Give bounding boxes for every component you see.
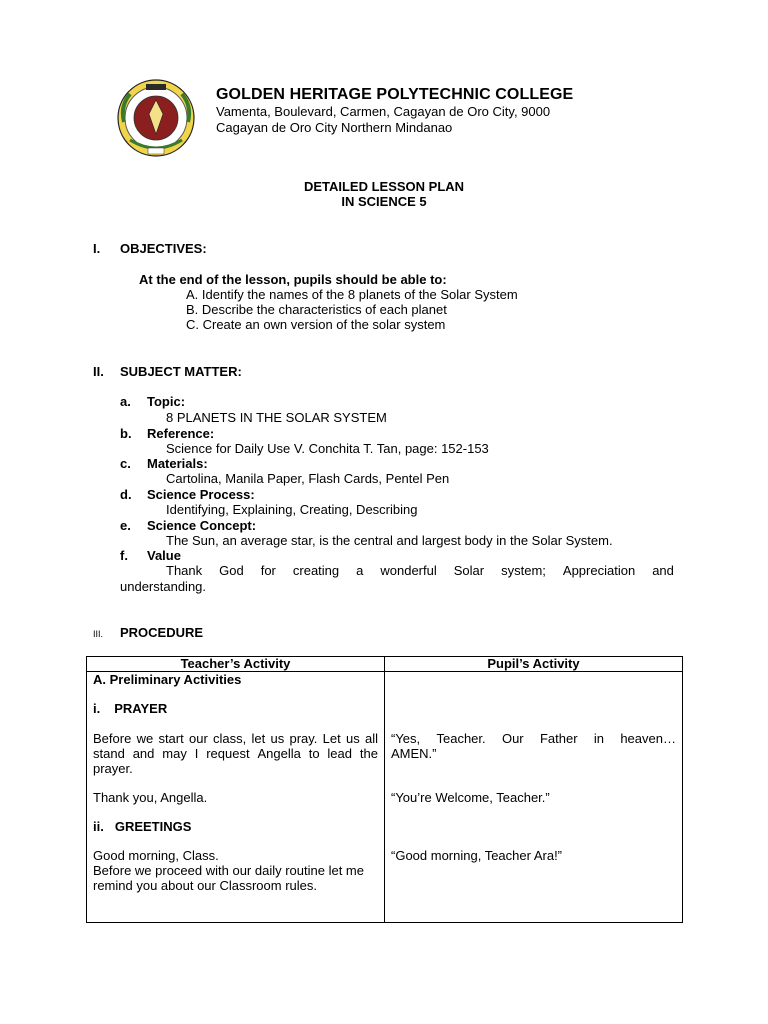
document-title-line-2: IN SCIENCE 5 [341, 194, 427, 209]
science-process-letter: d. [120, 487, 132, 502]
teacher-prayer-line-3: prayer. [93, 761, 133, 776]
reference-label: Reference: [147, 426, 215, 441]
science-concept-label: Science Concept: [147, 518, 257, 533]
materials-text: Cartolina, Manila Paper, Flash Cards, Pentel Pen [166, 471, 450, 486]
college-name: GOLDEN HERITAGE POLYTECHNIC COLLEGE [216, 86, 574, 103]
procedure-table [86, 656, 683, 923]
preliminary-activities-heading: A. Preliminary Activities [93, 672, 242, 687]
subject-matter-numeral: II. [93, 364, 104, 379]
objective-item-c: C. Create an own version of the solar system [186, 317, 446, 332]
teacher-activity-header: Teacher’s Activity [87, 657, 385, 672]
objectives-numeral: I. [93, 241, 101, 256]
pupil-prayer-line-1: “Yes, Teacher. Our Father in heaven… [391, 731, 676, 746]
teacher-prayer-line-2: stand and may I request Angella to lead the [93, 746, 378, 761]
teacher-greet-line-1: Good morning, Class. [93, 848, 219, 863]
science-concept-letter: e. [120, 518, 131, 533]
address-line-2: Cagayan de Oro City Northern Mindanao [216, 120, 453, 135]
value-text-line-1: Thank God for creating a wonderful Solar system; Appreciation and [166, 563, 674, 578]
topic-text: 8 PLANETS IN THE SOLAR SYSTEM [166, 410, 387, 425]
materials-letter: c. [120, 456, 131, 471]
teacher-activity-cell [87, 672, 385, 923]
teacher-greet-line-3: remind you about our Classroom rules. [93, 878, 317, 893]
reference-text: Science for Daily Use V. Conchita T. Tan, page: 152-153 [166, 441, 489, 456]
science-process-label: Science Process: [147, 487, 255, 502]
topic-label: Topic: [147, 394, 186, 409]
objectives-heading: OBJECTIVES: [120, 241, 207, 256]
address-line-1: Vamenta, Boulevard, Carmen, Cagayan de Oro City, 9000 [216, 104, 551, 119]
science-concept-text: The Sun, an average star, is the central and largest body in the Solar System. [166, 533, 613, 548]
document-title-line-1: DETAILED LESSON PLAN [303, 179, 465, 194]
topic-letter: a. [120, 394, 131, 409]
pupil-prayer-line-2: AMEN.” [391, 746, 437, 761]
college-seal-icon [116, 78, 196, 158]
subject-matter-heading: SUBJECT MATTER: [120, 364, 242, 379]
procedure-heading: PROCEDURE [120, 625, 204, 640]
value-label: Value [147, 548, 181, 563]
materials-label: Materials: [147, 456, 208, 471]
greetings-heading: ii. GREETINGS [93, 819, 192, 834]
objective-item-a: A. Identify the names of the 8 planets of the Solar System [186, 287, 518, 302]
objective-item-b: B. Describe the characteristics of each planet [186, 302, 447, 317]
teacher-prayer-line-1: Before we start our class, let us pray. Let us all [93, 731, 378, 746]
pupil-welcome: “You’re Welcome, Teacher.” [391, 790, 550, 805]
value-letter: f. [120, 548, 128, 563]
pupil-greet: “Good morning, Teacher Ara!” [391, 848, 563, 863]
science-process-text: Identifying, Explaining, Creating, Describing [166, 502, 418, 517]
objectives-intro: At the end of the lesson, pupils should be able to: [139, 272, 447, 287]
prayer-heading: i. PRAYER [93, 701, 168, 716]
value-text-line-2: understanding. [120, 579, 207, 594]
teacher-greet-line-2: Before we proceed with our daily routine let me [93, 863, 364, 878]
pupil-activity-cell [385, 672, 683, 923]
reference-letter: b. [120, 426, 132, 441]
teacher-thanks: Thank you, Angella. [93, 790, 208, 805]
pupil-activity-header: Pupil’s Activity [385, 657, 683, 672]
procedure-numeral: III. [93, 629, 104, 639]
